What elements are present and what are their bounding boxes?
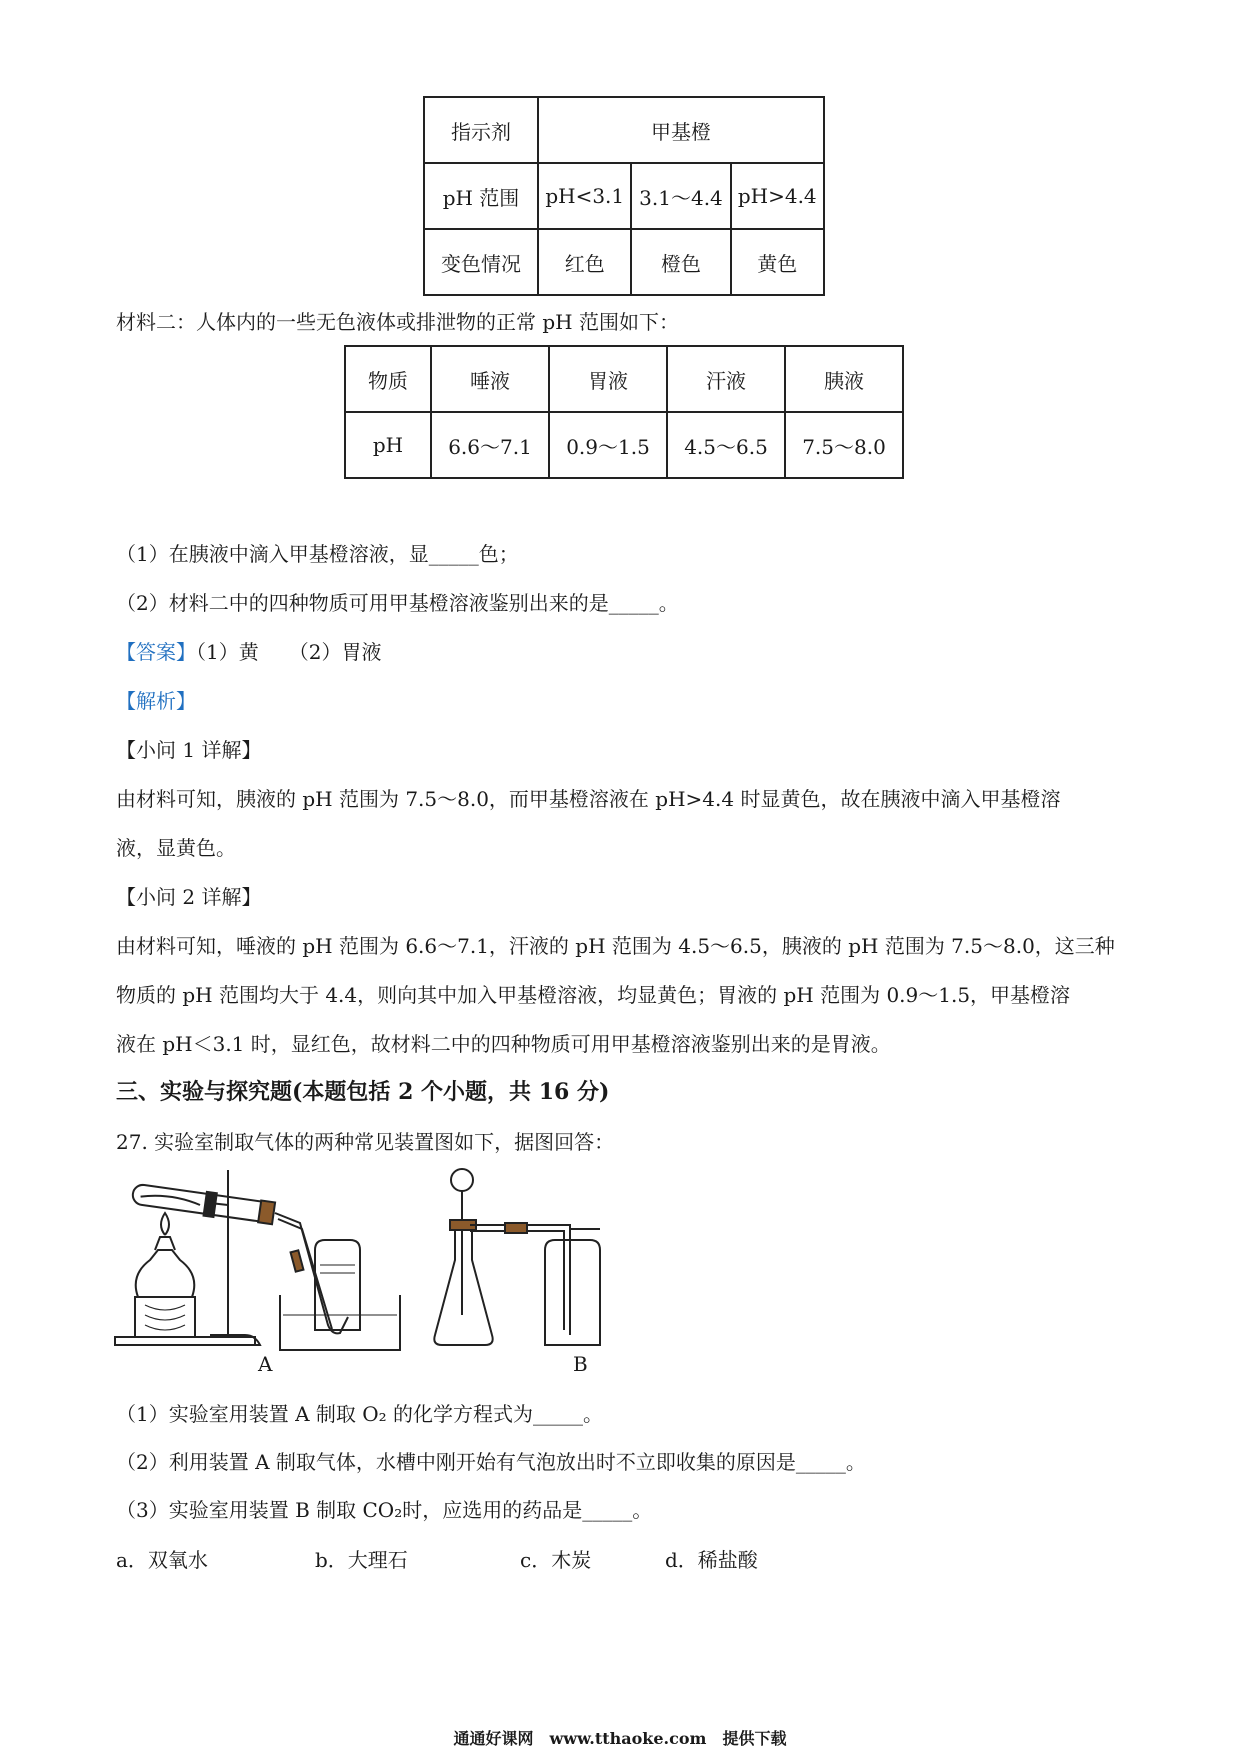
section-title: 三、实验与探究题(本题包括 2 个小题，共 16 分)	[116, 1079, 610, 1105]
question-2: （2）材料二中的四种物质可用甲基橙溶液鉴别出来的是_____。	[116, 591, 679, 615]
material2-intro: 材料二：人体内的一些无色液体或排泄物的正常 pH 范围如下：	[116, 310, 679, 334]
sub2-title: 【小问 2 详解】	[116, 885, 262, 909]
sub1-paragraph: 由材料可知，胰液的 pH 范围为 7.5～8.0，而甲基橙溶液在 pH>4.4 时显黄色，故在胰液中滴入甲基橙溶	[116, 787, 1061, 811]
table1-range-cell: 3.1～4.4	[631, 163, 730, 229]
table2-substance: 胰液	[785, 346, 903, 412]
figure-label-a: A	[258, 1352, 273, 1376]
sub2-paragraph: 由材料可知，唾液的 pH 范围为 6.6～7.1，汗液的 pH 范围为 4.5～6.5，胰液的 pH 范围为 7.5～8.0，这三种	[116, 934, 1115, 958]
table1-range-cell: pH>4.4	[731, 163, 825, 229]
table1-color-cell: 黄色	[731, 229, 825, 295]
question-27-2: （2）利用装置 A 制取气体，水槽中刚开始有气泡放出时不立即收集的原因是_____。	[116, 1450, 866, 1474]
sub2-paragraph: 物质的 pH 范围均大于 4.4，则向其中加入甲基橙溶液，均显黄色；胃液的 pH 范围为 0.9～1.5，甲基橙溶	[116, 983, 1071, 1007]
table1-header-value: 甲基橙	[538, 97, 824, 163]
table1-color-cell: 橙色	[631, 229, 730, 295]
table2-ph-value: 4.5～6.5	[667, 412, 785, 478]
ph-table	[344, 345, 904, 479]
sub1-title: 【小问 1 详解】	[116, 738, 262, 762]
analysis-tag: 【解析】	[116, 689, 196, 713]
sub2-paragraph: 液在 pH＜3.1 时，显红色，故材料二中的四种物质可用甲基橙溶液鉴别出来的是胃液。	[116, 1032, 891, 1056]
indicator-table	[423, 96, 825, 296]
question-27-3: （3）实验室用装置 B 制取 CO₂时，应选用的药品是_____。	[116, 1498, 653, 1522]
sub1-paragraph: 液，显黄色。	[116, 836, 236, 860]
answer-tag: 【答案】	[116, 640, 196, 664]
table1-range-cell: pH<3.1	[538, 163, 631, 229]
option-a: a．双氧水	[116, 1548, 208, 1572]
table2-row1-label: 物质	[345, 346, 431, 412]
option-b: b．大理石	[315, 1548, 408, 1572]
question-27-1: （1）实验室用装置 A 制取 O₂ 的化学方程式为_____。	[116, 1402, 604, 1426]
question-27: 27. 实验室制取气体的两种常见装置图如下，据图回答：	[116, 1130, 615, 1154]
figure-label-b: B	[573, 1352, 588, 1376]
table2-substance: 唾液	[431, 346, 549, 412]
table1-ph-label: pH 范围	[424, 163, 538, 229]
table1-color-cell: 红色	[538, 229, 631, 295]
answer-text: （1）黄 （2）胃液	[196, 640, 382, 664]
table1-header-label: 指示剂	[424, 97, 538, 163]
table2-substance: 胃液	[549, 346, 667, 412]
table1-color-label: 变色情况	[424, 229, 538, 295]
footer-watermark: 通通好课网 www.tthaoke.com 提供下载	[453, 1729, 787, 1748]
table2-ph-value: 0.9～1.5	[549, 412, 667, 478]
table2-ph-value: 7.5～8.0	[785, 412, 903, 478]
table2-ph-value: 6.6～7.1	[431, 412, 549, 478]
table2-substance: 汗液	[667, 346, 785, 412]
question-1: （1）在胰液中滴入甲基橙溶液，显_____色；	[116, 542, 519, 566]
answer-line	[116, 638, 381, 666]
apparatus-figure	[110, 1165, 710, 1385]
option-d: d．稀盐酸	[665, 1548, 758, 1572]
option-c: c．木炭	[520, 1548, 592, 1572]
table2-row2-label: pH	[345, 412, 431, 478]
